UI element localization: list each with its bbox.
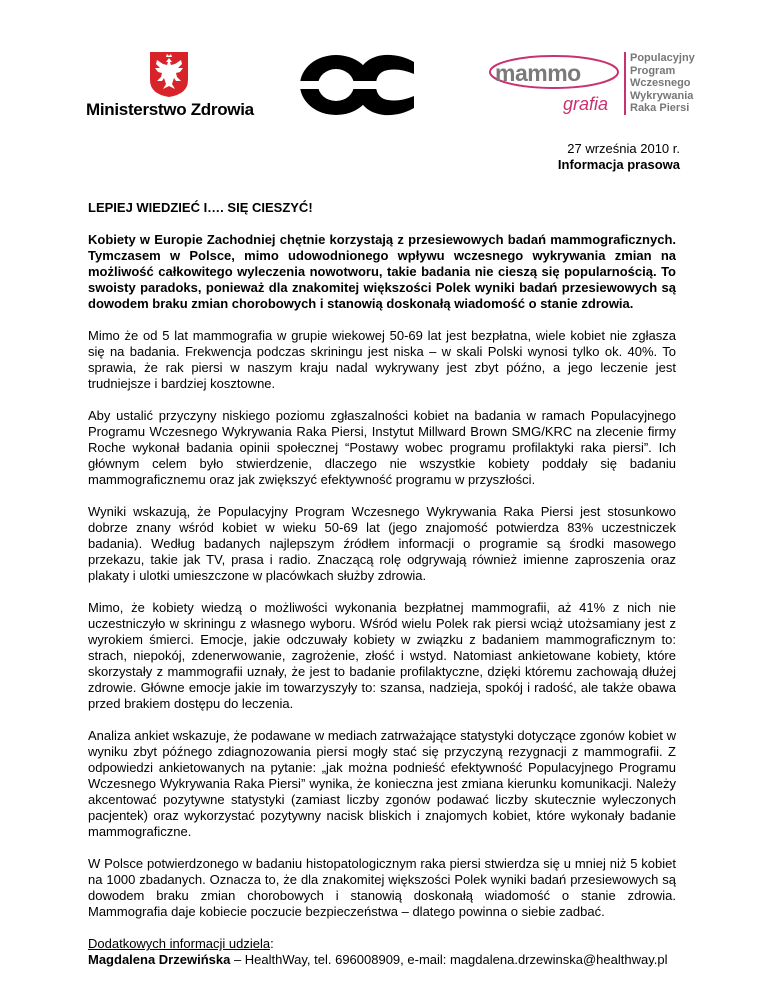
contact-name: Magdalena Drzewińska xyxy=(88,952,231,967)
date-block xyxy=(558,141,680,173)
body-paragraph: Aby ustalić przyczyny niskiego poziomu zgłaszalności kobiet na badania w ramach Populacyjnego Programu Wczesnego Wykrywania Raka Piersi, Instytut Millward Brown SMG/KRC na zlecenie firmy Roche wykonał badania opinii społecznej “Postawy wobec programu profilaktyki raka piersi”. Ich głównym celem było stwierdzenie, dlaczego nie wszystkie kobiety poddały się badaniu mammograficznemu oraz jak zwiększyć efektywność programu w przyszłości. xyxy=(88,408,676,487)
body-paragraph: Analiza ankiet wskazuje, że podawane w mediach zatrważające statystyki dotyczące zgonów kobiet w wyniku zbyt późnego zdiagnozowania piersi mogły stać się przyczyną rezygnacji z mammografii. Z odpowiedzi ankietowanych na pytanie: „jak można podnieść efektywność Populacyjnego Programu Wczesnego Wykrywania Raka Piersi” wynika, że konieczna jest zmiana kierunku komunikacji. Należy akcentować pozytywne statystyki (zamiast liczby zgonów podawać liczby skutecznie wyleczonych pacjentek) oraz wykorzystać pozytywny nacisk bliskich i znajomych kobiet, które wykonały badanie mammograficzne. xyxy=(88,728,676,839)
contact-info: Dodatkowych informacji udziela: Magdalena Drzewińska – HealthWay, tel. 696008909, e-mail: magdalena.drzewinska@healthway.pl xyxy=(88,936,668,967)
program-name-block xyxy=(624,52,695,115)
program-name-line: Program xyxy=(630,64,676,77)
grafia-word: grafia xyxy=(563,94,609,114)
contact-details: – HealthWay, tel. 696008909, e-mail: magdalena.drzewinska@healthway.pl xyxy=(230,952,668,967)
document-type: Informacja prasowa xyxy=(557,157,680,172)
ministry-of-health-logo xyxy=(86,50,252,120)
body-paragraph: Wyniki wskazują, że Populacyjny Program Wczesnego Wykrywania Raka Piersi jest stosunkowo dobrze znany wśród kobiet w wieku 50-69 lat (jego znajomość potwierdza 83% uczestniczek badania). Według badanych najlepszym źródłem informacji o programie są środki masowego przekazu, takie jak TV, prasa i radio. Znaczącą rolę odgrywają również imienne zaproszenia oraz plakaty i ulotki umieszczone w placówkach służby zdrowia. xyxy=(88,504,676,583)
ministry-label: Ministerstwo Zdrowia xyxy=(86,100,254,119)
press-release-body xyxy=(88,200,676,968)
lead-paragraph: Kobiety w Europie Zachodniej chętnie korzystają z przesiewowych badań mammograficznych. Tymczasem w Polsce, mimo udowodnionego wpływu wczesnego wykrywania zmian na możliwość całkowitego wyleczenia nowotworu, takie badania nie cieszą się popularnością. To swoisty paradoks, ponieważ dla znakomitej większości Polek wyniki badań przesiewowych są dowodem braku zmian chorobowych i stanowią doskonałą wiadomość o stanie zdrowia. xyxy=(88,232,676,311)
body-paragraph: Mimo, że kobiety wiedzą o możliwości wykonania bezpłatnej mammografii, aż 41% z nich nie uczestniczyło w skriningu z własnego wyboru. Wśród wielu Polek rak piersi wciąż utożsamiany jest z wyrokiem śmierci. Emocje, jakie odczuwały kobiety w związku z badaniem mammograficznym to: strach, niepokój, zdenerwowanie, zagrożenie, złość i wstyd. Natomiast ankietowane kobiety, które skorzystały z mammografii uznały, że jest to badanie profilaktyczne, dzięki któremu zachowają dłużej zdrowie. Główne emocje jakie im towarzyszyły to: szansa, nadzieja, spokój i radość, ale także obawa przed brakiem dostępu do leczenia. xyxy=(88,600,676,711)
mammo-word: mammo xyxy=(495,60,581,86)
oncology-center-logo xyxy=(296,52,416,123)
program-name-line: Raka Piersi xyxy=(630,102,690,114)
program-name-line: Populacyjny xyxy=(630,52,695,64)
program-name-line: Wczesnego xyxy=(630,77,691,89)
document-date: 27 września 2010 r. xyxy=(567,141,680,156)
mammografia-program-logo xyxy=(488,48,695,118)
body-paragraph: Mimo że od 5 lat mammografia w grupie wiekowej 50-69 lat jest bezpłatna, wiele kobiet nie zgłasza się na badania. Frekwencja podczas skriningu jest niska – w skali Polski wynosi tylko ok. 40%. To sprawia, że rak piersi w naszym kraju nadal wykrywany jest zbyt późno, a jego leczenie jest trudniejsze i bardziej kosztowne. xyxy=(88,328,676,391)
headline: LEPIEJ WIEDZIEĆ I…. SIĘ CIESZYĆ! xyxy=(88,200,313,215)
page-header xyxy=(0,40,768,130)
program-name-line: Wykrywania xyxy=(630,89,694,102)
contact-label: Dodatkowych informacji udziela xyxy=(88,936,271,951)
body-paragraph: W Polsce potwierdzonego w badaniu histopatologicznym raka piersi stwierdza się u mniej niż 5 kobiet na 1000 zbadanych. Oznacza to, że dla znakomitej większości Polek wyniki badań przesiewowych są dowodem braku zmian chorobowych i stanowią doskonałą wiadomość o stanie zdrowia. Mammografia daje kobiecie poczucie bezpieczeństwa – dlatego powinna o siebie zadbać. xyxy=(88,856,676,919)
polish-eagle-icon xyxy=(148,50,190,98)
